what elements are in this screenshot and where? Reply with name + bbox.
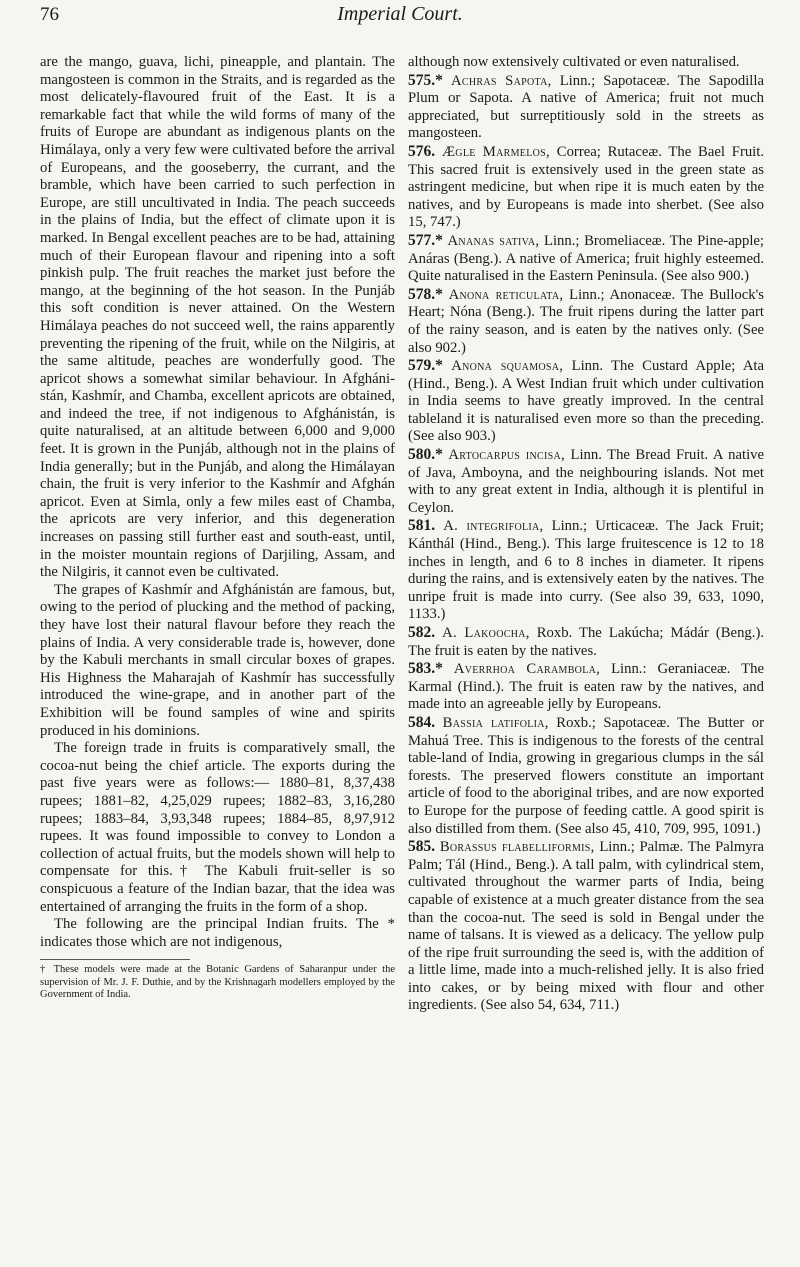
- botanical-name: Averrhoa Carambola,: [453, 661, 601, 678]
- paragraph: The grapes of Kashmír and Afghánistán are famous, but, owing to the period of plucking and the method of packing, they have lost their natural flavour before they reach the plains of India. A very considerable trade is, however, done by the Kabuli merchants in small circular boxes of grapes. His Highness the Maharajah of Kashmír has successfully introduced the wine-grape, and in another part of the Exhibition will be found samples of wine and spirits produced in his dominions.: [40, 581, 395, 739]
- entry-number: 584.: [408, 713, 436, 731]
- fruit-entry: [408, 714, 764, 838]
- paragraph: are the mango, guava, lichi, pineapple, and plantain. The mangosteen is common in the Straits, and is regarded as the most delicately-flavoured fruit of the East. It is a remarkable fact that while the wild forms of many of the fruits of Europe are abundant as indigenous plants on the Himálaya, only a very few were cultivated before the arrival of Europeans, and the gooseberry, the currant, and the bramble, which have been carried to such perfection in Europe, are still uncultivated in India. The peach succeeds in the plains of India, but the effect of climate upon it is marked. In Bengal excellent peaches are to be had, attaining much of their European flavour and ripening into a soft pinkish pulp. The fruit reaches the market just before the mango, at the beginning of the hot season. In the Punjáb this soft condition is never attained. On the Western Himálaya peaches do not succeed well, the rains apparently preventing the ripening of the fruit, while on the Nilgiris, at the same altitude, peaches are wonderfully good. The apricot shows a somewhat similar behaviour. In Afghánistán, Kashmír, and Chamba, excellent apricots are obtained, and indeed the tree, if not indigenous to Afghánistán, is quite naturalised, at an altitude between 6,000 and 9,000 feet. It is grown in the Punjáb, although not in the plains of India generally; but in the Punjáb, and along the Himálayan chain, the fruit is very inferior to the Kashmír and Afghán apricot. Even at Simla, only a few miles east of Chamba, the apricots are very inferior, and this degeneration increases on passing still further east and south-east, until, in the moister mountain regions of Darjiling, Assam, and the Nilgiris, it cannot even be cultivated.: [40, 54, 395, 581]
- footnote-divider: [40, 959, 190, 960]
- botanical-name: A. integrifolia,: [443, 518, 544, 535]
- paragraph: The foreign trade in fruits is comparatively small, the cocoa-nut being the chief article. The exports during the past five years were as follows:— 1880–81, 8,37,438 rupees; 1881–82, 4,25,029 rupees; 1882–83, 3,16,280 rupees; 1883–84, 3,93,348 rupees; 1884–85, 8,97,912 rupees. It was found impossible to convey to London a collection of actual fruits, but the models shown will help to compensate for this.† The Kabuli fruit-seller is so conspicuous a feature of the Indian bazar, that the idea was entertained of arranging the fruits in the form of a shop.: [40, 740, 395, 915]
- fruit-entry: [408, 446, 764, 517]
- fruit-entry: [408, 624, 764, 660]
- entry-text: Linn.; Bromeliaceæ. The Pine-apple; Anáras (Beng.). A native of America; fruit highly esteemed. Quite naturalised in the Eastern Peninsula. (See also 900.): [408, 232, 764, 285]
- fruit-entry: [408, 517, 764, 624]
- entry-text: Linn.; Sapotaceæ. The Sapodilla Plum or Sapota. A native of America; fruit not much appreciated, but surreptitiously sold in the streets as mangosteen.: [408, 72, 764, 142]
- entry-number: 583.*: [408, 660, 443, 678]
- fruit-entry: [408, 357, 764, 446]
- botanical-name: Anona squamosa,: [451, 358, 564, 375]
- entry-text: Linn.; Anonaceæ. The Bullock's Heart; Nóna (Beng.). The fruit ripens during the latter part of the rainy season, and is eaten by the natives only. (See also 902.): [408, 286, 764, 356]
- entry-text: Roxb.; Sapotaceæ. The Butter or Mahuá Tree. This is indigenous to the forests of the central table-land of India, growing in gregarious clumps in the sál forests. The preserved flowers constitute an important article of food to the aboriginal tribes, and are now exported to Europe for the purpose of feeding cattle. A good spirit is also distilled from them. (See also 45, 410, 709, 995, 1091.): [408, 714, 764, 837]
- entry-number: 576.: [408, 142, 436, 160]
- entry-text: Linn.: Geraniaceæ. The Karmal (Hind.). The fruit is eaten raw by the natives, and made into an agreeable jelly by Europeans.: [408, 661, 764, 713]
- entry-text: Correa; Rutaceæ. The Bael Fruit. This sacred fruit is extensively used in the green state as astringent medicine, but when ripe it is much eaten by the natives, and by Europeans is made into sherbet. (See also 15, 747.): [408, 143, 765, 231]
- entry-text: Linn. The Custard Apple; Ata (Hind., Beng.). A West Indian fruit which under cultivation in India seems to have greatly improved. In the central tableland it is naturalised even more so than the preceding. (See also 903.): [408, 358, 765, 445]
- entry-number: 578.*: [408, 285, 443, 303]
- entry-text: Linn. The Bread Fruit. A native of Java, Amboyna, and the neighbouring islands. Not met with to any great extent in India, although it is plentiful in Ceylon.: [408, 447, 765, 516]
- botanical-name: Achras Sapota,: [450, 72, 552, 89]
- botanical-name: Ananas sativa,: [447, 232, 540, 249]
- fruit-entry: [408, 660, 764, 714]
- entry-number: 582.: [408, 624, 436, 641]
- right-column: [408, 54, 764, 1015]
- entry-text: Linn.; Urticaceæ. The Jack Fruit; Kánthál (Hind., Beng.). This large fruitescence is 12 to 18 inches in length, and 6 to 8 inches in diameter. It ripens during the rains, and is extensively eaten by the natives. The unripe fruit is made into curry. (See also 39, 633, 1090, 1133.): [408, 518, 765, 623]
- page-number: 76: [40, 4, 59, 25]
- botanical-name: Ægle Marmelos,: [441, 143, 550, 160]
- entry-text: Linn.; Palmæ. The Palmyra Palm; Tál (Hind., Beng.). A tall palm, with cylindrical stem, cultivated throughout the warmer parts of India, being capable of existence at a much greater distance from the sea than the cocoa-nut. The seed is sold in Bengal under the name of talsans. It is viewed as a delicacy. The yellow pulp of the ripe fruit surrounding the seed is, with the addition of a little lime, made into a much-relished jelly. It is also fried into cakes, or by being mixed with flour and other ingredients. (See also 54, 634, 711.): [408, 839, 765, 1014]
- entry-number: 580.*: [408, 446, 443, 464]
- entry-text: Roxb. The Lakúcha; Mádár (Beng.). The fruit is eaten by the natives.: [408, 625, 765, 659]
- paragraph: The following are the principal Indian fruits. The * indicates those which are not indigenous,: [40, 916, 395, 950]
- left-column: [40, 54, 395, 1002]
- fruit-entry: [408, 143, 764, 232]
- fruit-entry: [408, 232, 764, 286]
- entry-number: 575.*: [408, 71, 443, 89]
- botanical-name: Borassus flabelliformis,: [439, 839, 595, 856]
- fruit-entry: [408, 838, 764, 1015]
- botanical-name: A. Lakoocha,: [442, 625, 530, 641]
- entry-number: 585.: [408, 838, 436, 856]
- entry-number: 581.: [408, 517, 436, 535]
- footnote: † These models were made at the Botanic Gardens of Saharanpur under the supervision of Mr. J. F. Duthie, and by the Krishnagarh modellers employed by the Government of India.: [40, 964, 395, 1001]
- running-title: Imperial Court.: [337, 3, 463, 25]
- fruit-entry: [408, 72, 764, 143]
- botanical-name: Anona reticulata,: [448, 286, 564, 303]
- paragraph: although now extensively cultivated or even naturalised.: [408, 54, 740, 70]
- botanical-name: Bassia latifolia,: [442, 714, 549, 731]
- botanical-name: Artocarpus incisa,: [448, 447, 565, 464]
- fruit-entry: [408, 286, 764, 357]
- entry-number: 577.*: [408, 231, 443, 249]
- entry-number: 579.*: [408, 357, 443, 375]
